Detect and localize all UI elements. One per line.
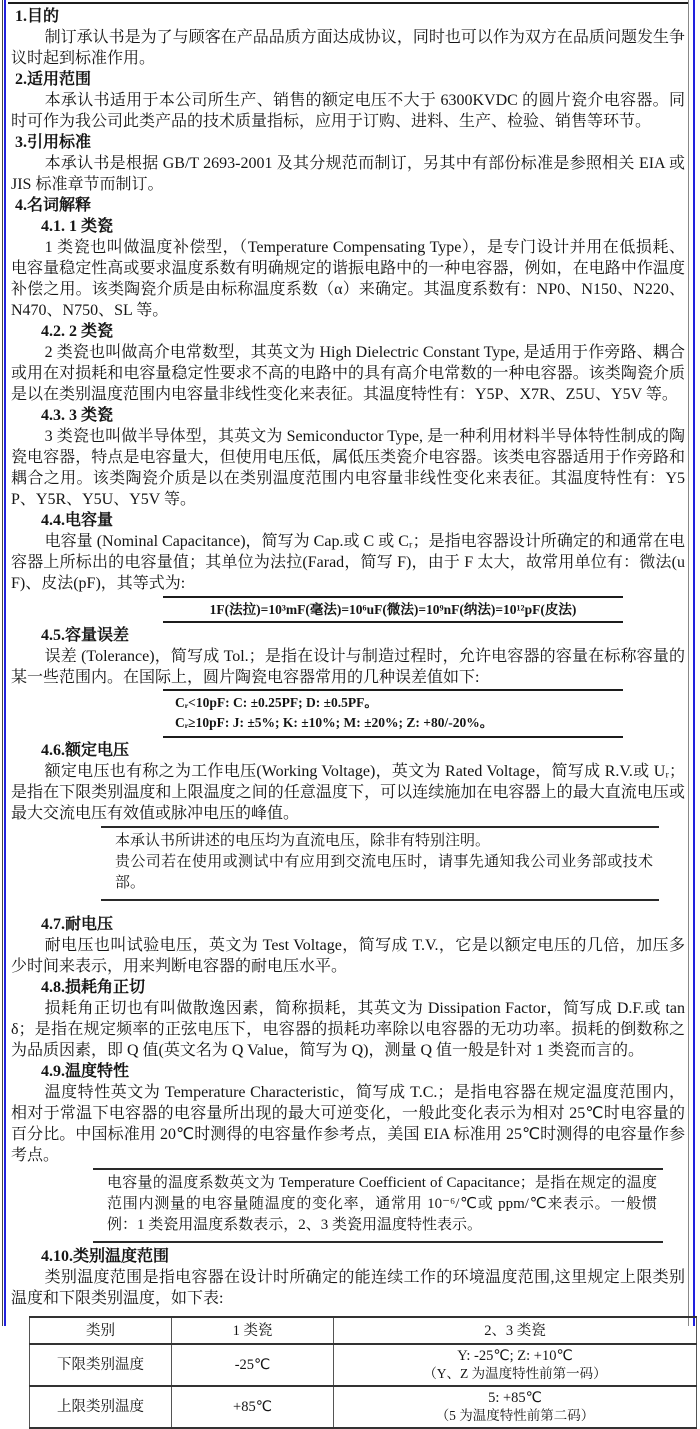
section-4-6-heading: 4.6.额定电压 — [41, 742, 130, 759]
lower-limit-label: 下限类别温度 — [30, 1344, 172, 1386]
lower-limit-class1-value: -25℃ — [172, 1344, 334, 1386]
table-header-row — [30, 1317, 697, 1344]
top-frame-line — [8, 2, 688, 4]
section-1-paragraph: 制订承认书是为了与顾客在产品品质方面达成协议，同时也可以作为双方在品质问题发生争议时起到标准作用。 — [11, 29, 685, 67]
table-header-category: 类别 — [30, 1317, 172, 1344]
section-4-7-paragraph: 耐电压也叫试验电压，英文为 Test Voltage，简写成 T.V.，它是以额定电压的几倍，加压多少时间来表示，用来判断电容器的耐电压水平。 — [11, 937, 685, 975]
category-temperature-table — [29, 1316, 697, 1429]
section-2-paragraph: 本承认书适用于本公司所生产、销售的额定电压不大于 6300KVDC 的圆片瓷介电容器。同时可作为我公司此类产品的技术质量指标，应用于订购、进料、生产、检验、销售等环节。 — [11, 92, 685, 130]
voltage-note-line-2: 贵公司若在使用或测试中有应用到交流电压时，请事先通知我公司业务部或技术部。 — [115, 854, 653, 891]
section-4-7-heading: 4.7.耐电压 — [41, 916, 114, 933]
section-3-paragraph: 本承认书是根据 GB/T 2693-2001 及其分规范而制订，另其中有部份标准是参照相关 EIA 或 JIS 标准章节而制订。 — [11, 155, 685, 193]
capacitance-unit-formula: 1F(法拉)=10³mF(毫法)=10⁶uF(微法)=10⁹nF(纳法)=10¹²pF(皮法) — [163, 596, 623, 623]
right-blue-border — [693, 0, 695, 1326]
table-header-class1: 1 类瓷 — [172, 1317, 334, 1344]
left-edge-line — [2, 0, 3, 1326]
section-3-heading: 3.引用标准 — [15, 134, 92, 151]
section-4-2-paragraph: 2 类瓷也叫做高介电常数型，其英文为 High Dielectric Constant Type, 是适用于作旁路、耦合或用在对损耗和电容量稳定性要求不高的电路中的具有高介电常数的一种电容器。该类陶瓷介质是以在类别温度范围内电容量非线性变化来表征。其温度特性有：Y5P、X7R、Z5U、Y5V 等。 — [11, 344, 685, 403]
section-4-4-heading: 4.4.电容量 — [41, 512, 114, 529]
section-4-1-paragraph: 1 类瓷也叫做温度补偿型，（Temperature Compensating Type），是专门设计并用在低损耗、电容量稳定性高或要求温度系数有明确规定的谐振电路中的一种电容器，例如，在电路中作温度补偿之用。该类陶瓷介质是由标称温度系数（α）来确定。其温度系数有：NP0、N150、N220、N470、N750、SL 等。 — [11, 239, 685, 319]
upper-limit-class23-value: 5: +85℃ — [488, 1390, 542, 1406]
section-1-heading: 1.目的 — [15, 8, 60, 25]
upper-limit-class1-value: +85℃ — [172, 1386, 334, 1428]
section-4-10-paragraph: 类别温度范围是指电容器在设计时所确定的能连续工作的环境温度范围,这里规定上限类别温度和下限类别温度，如下表: — [11, 1269, 685, 1307]
document-content — [11, 6, 685, 1429]
left-blue-border — [4, 0, 6, 1326]
section-4-heading: 4.名词解释 — [15, 197, 92, 214]
section-4-1-heading: 4.1. 1 类瓷 — [41, 218, 114, 235]
section-4-9-paragraph: 温度特性英文为 Temperature Characteristic，简写成 T.C.；是指电容器在规定温度范围内，相对于常温下电容器的电容量所出现的最大可逆变化，一般此变化表示为相对 25℃时电容量的百分比。中国标准用 20℃时测得的电容量作参考点，美国 EIA 标准用 25℃时测得的电容量作参考点。 — [11, 1084, 685, 1164]
tolerance-line-1: Cᵣ<10pF: C: ±0.25PF; D: ±0.5PF。 — [175, 695, 378, 710]
section-2-heading: 2.适用范围 — [15, 71, 92, 88]
section-4-3-paragraph: 3 类瓷也叫做半导体型，其英文为 Semiconductor Type, 是一种利用材料半导体特性制成的陶瓷电容器，特点是电容量大，但使用电压低，属低压类瓷介电容器。该类电容器适用于作旁路和耦合之用。该类陶瓷介质是以在类别温度范围内电容量非线性变化来表征。其温度特性有：Y5P、Y5R、Y5U、Y5V 等。 — [11, 428, 685, 508]
upper-limit-label: 上限类别温度 — [30, 1386, 172, 1428]
tolerance-values-box — [163, 689, 623, 738]
section-4-9-heading: 4.9.温度特性 — [41, 1063, 130, 1080]
section-4-4-paragraph: 电容量 (Nominal Capacitance)，简写为 Cap.或 C 或 Cᵣ；是指电容器设计所确定的和通常在电容器上所标出的电容量值；其单位为法拉(Farad，简写 F)，由于 F 太大，故常用单位有：微法(uF)、皮法(pF)，其等式为: — [11, 533, 685, 592]
upper-limit-class23-note: （5 为温度特性前第二码） — [435, 1408, 595, 1423]
temperature-coefficient-note-box: 电容量的温度系数英文为 Temperature Coefficient of Capacitance；是指在规定的温度范围内测量的电容量随温度的变化率，通常用 10⁻⁶/℃或 ppm/℃来表示。一般惯例：1 类瓷用温度系数表示，2、3 类瓷用温度特性表示。 — [93, 1168, 663, 1243]
lower-limit-class23-value: Y: -25℃; Z: +10℃ — [457, 1348, 573, 1364]
section-4-8-heading: 4.8.损耗角正切 — [41, 979, 146, 996]
section-4-6-paragraph: 额定电压也有称之为工作电压(Working Voltage)，英文为 Rated Voltage，简写成 R.V.或 Uᵣ；是指在下限类别温度和上限温度之间的任意温度下，可以连续施加在电容器上的最大直流电压或最大交流电压有效值或脉冲电压的峰值。 — [11, 763, 685, 822]
section-4-2-heading: 4.2. 2 类瓷 — [41, 323, 114, 340]
section-4-3-heading: 4.3. 3 类瓷 — [41, 407, 114, 424]
section-4-5-heading: 4.5.容量误差 — [41, 627, 130, 644]
lower-limit-class23-cell — [334, 1344, 697, 1386]
table-header-class23: 2、3 类瓷 — [334, 1317, 697, 1344]
section-4-8-paragraph: 损耗角正切也有叫做散逸因素，简称损耗，其英文为 Dissipation Factor，简写成 D.F.或 tanδ；是指在规定频率的正弦电压下，电容器的损耗功率除以电容器的无功功率。损耗的倒数称之为品质因素，即 Q 值(英文名为 Q Value，简写为 Q)，测量 Q 值一般是针对 1 类瓷而言的。 — [11, 1000, 685, 1059]
right-edge-line — [688, 0, 689, 1326]
lower-limit-class23-note: （Y、Z 为温度特性前第一码） — [423, 1366, 607, 1381]
section-4-10-heading: 4.10.类别温度范围 — [41, 1248, 170, 1265]
section-4-5-paragraph: 误差 (Tolerance)，简写成 Tol.；是指在设计与制造过程时，允许电容器的容量在标称容量的某一些范围内。在国际上，圆片陶瓷电容器常用的几种误差值如下: — [11, 648, 685, 686]
table-row-lower-limit — [30, 1344, 697, 1386]
voltage-note-line-1: 本承认书所讲述的电压均为直流电压，除非有特别注明。 — [115, 833, 491, 849]
dc-voltage-note-box — [101, 826, 659, 901]
tolerance-line-2: Cᵣ≥10pF: J: ±5%; K: ±10%; M: ±20%; Z: +80/-20%。 — [175, 715, 494, 730]
upper-limit-class23-cell — [334, 1386, 697, 1428]
table-row-upper-limit — [30, 1386, 697, 1428]
